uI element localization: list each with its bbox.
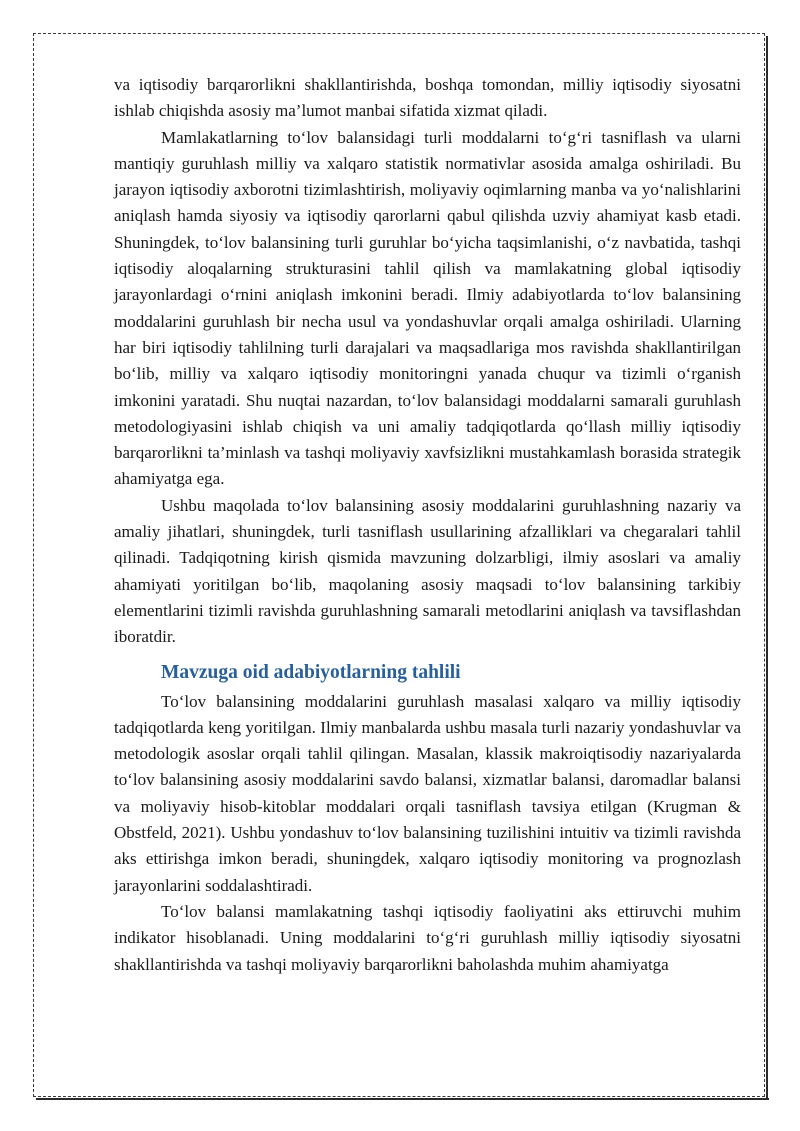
paragraph-article-purpose: Ushbu maqolada to‘lov balansining asosiy moddalarini guruhlashning nazariy va amaliy jihatlari, shuningdek, turli tasniflash usullarining afzalliklari va chegaralari tahlil qilinadi. Tadqiqotning kirish qismida mavzuning dolzarbligi, ilmiy asoslari va amaliy ahamiyati yoritilgan bo‘lib, maqolaning asosiy maqsadi to‘lov balansining tarkibiy elementlarini tizimli ravishda guruhlashning samarali metodlarini aniqlash va tavsiflashdan iboratdir. (114, 495, 741, 647)
paragraph-literature-review: To‘lov balansining moddalarini guruhlash masalasi xalqaro va milliy iqtisodiy tadqiqotlarda keng yoritilgan. Ilmiy manbalarda ushbu masala turli nazariy yondashuvlar va metodologik asoslar orqali tahlil qilingan. Masalan, klassik makroiqtisodiy nazariyalarda to‘lov balansining asosiy moddalarini savdo balansi, xizmatlar balansi, daromadlar balansi va moliyaviy hisob-kitoblar moddalari orqali tasniflash tavsiya etilgan (Krugman & Obstfeld, 2021). Ushbu yondashuv to‘lov balansining tuzilishini intuitiv va tizimli ravishda aks ettirishga imkon beradi, shuningdek, xalqaro iqtisodiy monitoring va prognozlash jarayonlarini soddalashtiradi. (114, 691, 741, 895)
section-heading-literature-review: Mavzuga oid adabiyotlarning tahlili (161, 661, 461, 683)
document-body (114, 72, 741, 978)
paragraph-indicator: To‘lov balansi mamlakatning tashqi iqtisodiy faoliyatini aks ettiruvchi muhim indikator hisoblanadi. Uning moddalarini to‘g‘ri guruhlash milliy iqtisodiy siyosatni shakllantirishda va tashqi moliyaviy barqarorlikni baholashda muhim ahamiyatga (114, 901, 741, 974)
paragraph-classification: Mamlakatlarning to‘lov balansidagi turli moddalarni to‘g‘ri tasniflash va ularni mantiqiy guruhlash milliy va xalqaro statistik normativlar asosida amalga oshiriladi. Bu jarayon iqtisodiy axborotni tizimlashtirish, moliyaviy oqimlarning manba va yo‘nalishlarini aniqlash hamda siyosiy va iqtisodiy qarorlarni qabul qilishda uzviy ahamiyat kasb etadi. Shuningdek, to‘lov balansining turli guruhlar bo‘yicha taqsimlanishi, o‘z navbatida, tashqi iqtisodiy aloqalarning strukturasini tahlil qilish va mamlakatning global iqtisodiy jarayonlardagi o‘rnini aniqlash imkonini beradi. Ilmiy adabiyotlarda to‘lov balansining moddalarini guruhlash bir necha usul va yondashuvlar orqali amalga oshiriladi. Ularning har biri iqtisodiy tahlilning turli darajalari va maqsadlariga mos ravishda shakllantirilgan bo‘lib, milliy va xalqaro iqtisodiy monitoringni yanada chuqur va tizimli o‘rganish imkonini yaratadi. Shu nuqtai nazardan, to‘lov balansidagi moddalarni samarali guruhlash metodologiyasini ishlab chiqish va uni amaliy tadqiqotlarda qo‘llash milliy iqtisodiy barqarorlikni ta’minlash va tashqi moliyaviy xavfsizlikni mustahkamlash borasida strategik ahamiyatga ega. (114, 127, 741, 489)
paragraph-continuation: va iqtisodiy barqarorlikni shakllantirishda, boshqa tomondan, milliy iqtisodiy siyosatni ishlab chiqishda asosiy ma’lumot manbai sifatida xizmat qiladi. (114, 75, 741, 121)
